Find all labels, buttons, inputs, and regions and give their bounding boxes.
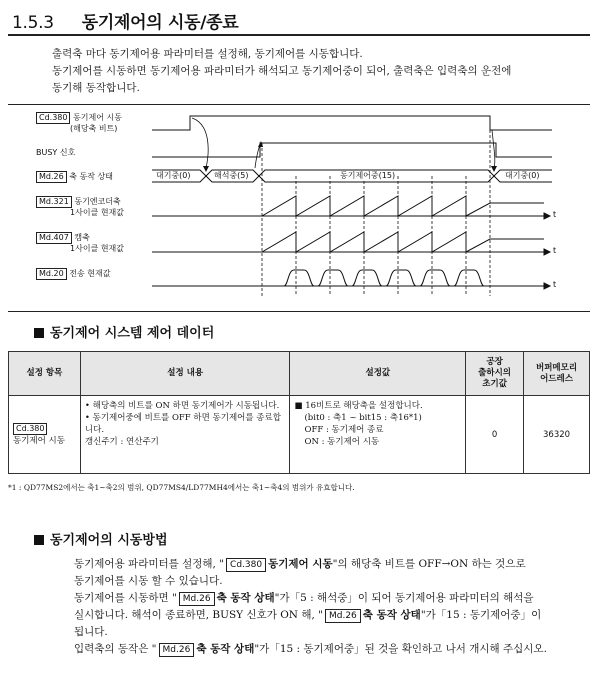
text-run-bold: 축 동작 상태 xyxy=(216,592,275,604)
signal-tag: Cd.380 xyxy=(36,112,70,124)
cd380-waveform xyxy=(152,116,552,130)
time-label: t xyxy=(553,246,557,255)
signal-label-2: 1사이클 현재값 xyxy=(70,208,125,217)
control-data-table xyxy=(8,351,590,474)
state-analyzing: 해석중(5) xyxy=(214,171,249,180)
text-run: "의 해당축 비트를 OFF→ON 하는 것으로 xyxy=(332,558,526,570)
method-line-3 xyxy=(74,590,590,607)
text-run: "가「15 : 동기제어중」이 xyxy=(420,609,542,621)
text-run: 입력축의 동작은 " xyxy=(74,643,157,655)
signal-tag: Md.321 xyxy=(36,196,72,208)
method-line-1 xyxy=(74,556,590,573)
table-section-title-text: 동기제어 시스템 제어 데이터 xyxy=(50,326,215,341)
cell-content xyxy=(80,396,290,474)
time-label: t xyxy=(553,280,557,289)
signal-label: 동기엔코더축 xyxy=(74,197,121,206)
signal-label: 전송 현재값 xyxy=(69,269,111,278)
arrow-start-to-analyzing xyxy=(192,118,208,168)
signal-tag: Md.407 xyxy=(36,232,72,244)
arrow-stop-to-standby xyxy=(492,130,495,168)
method-section-title xyxy=(34,529,168,548)
cell-address: 36320 xyxy=(524,396,590,474)
arrow-md407 xyxy=(544,249,550,255)
text-run: 동기제어용 파라미터를 설정해, " xyxy=(74,558,225,570)
intro-line-3: 동기해 동작합니다. xyxy=(52,82,140,94)
signal-tag: Md.26 xyxy=(36,171,67,183)
method-line-4 xyxy=(74,607,590,624)
cell-value xyxy=(290,396,466,474)
state-standby-2: 대기중(0) xyxy=(505,171,540,180)
signal-label-2: (해당축 비트) xyxy=(70,124,118,133)
md-tag: Md.26 xyxy=(159,643,195,657)
intro-line-1: 출력축 마다 동기제어용 파라미터를 설정해, 동기제어를 시동합니다. xyxy=(52,48,363,60)
value-line: ON : 동기제어 시동 xyxy=(304,437,380,447)
md-tag: Cd.380 xyxy=(226,558,266,572)
item-tag: Cd.380 xyxy=(13,423,47,435)
content-line: • 동기제어중에 비트를 OFF 하면 동기제어를 종료합니다. xyxy=(84,413,281,435)
text-run: 동기제어를 시동하면 " xyxy=(74,592,177,604)
signal-label-2: 1사이클 현재값 xyxy=(70,244,125,253)
value-line: (bit0 : 축1 ~ bit15 : 축16*1) xyxy=(304,413,422,423)
table-footnote: *1 : QD77MS2에서는 축1~축2의 범위, QD77MS4/LD77MH4에서는 축1~축4의 범위가 유효합니다. xyxy=(8,483,355,492)
method-line-6 xyxy=(74,641,590,658)
cell-item xyxy=(9,396,81,474)
signal-label: 축 동작 상태 xyxy=(69,172,113,181)
square-bullet-icon xyxy=(34,535,44,545)
intro-line-2: 동기제어를 시동하면 동기제어용 파라미터가 해석되고 동기제어중이 되어, 출력축은 입력축의 운전에 xyxy=(52,65,512,77)
value-line: OFF : 동기제어 종료 xyxy=(304,425,384,435)
md-tag: Md.26 xyxy=(325,609,361,623)
signal-tag: Md.20 xyxy=(36,268,67,280)
square-bullet-icon xyxy=(34,328,44,338)
text-run-bold: 축 동작 상태 xyxy=(196,643,255,655)
header-content: 설정 내용 xyxy=(80,352,290,396)
timing-waveforms xyxy=(0,0,598,320)
signal-label: 동기제어 시동 xyxy=(73,113,122,122)
value-title: ■ 16비트로 해당축을 설정합니다. xyxy=(294,401,423,411)
item-label: 동기제어 시동 xyxy=(13,435,65,446)
text-run: "가「15 : 동기제어중」된 것을 확인하고 나서 개시해 주십시오. xyxy=(254,643,547,655)
table-row xyxy=(9,396,590,474)
arrowhead-down xyxy=(203,166,209,172)
section-title: 동기제어의 시동/종료 xyxy=(81,13,239,33)
method-line-2: 동기제어를 시동 할 수 있습니다. xyxy=(74,575,223,587)
text-run: "가「5 : 해석중」이 되어 동기제어용 파라미터의 해석을 xyxy=(274,592,534,604)
time-label: t xyxy=(553,210,557,219)
header-value: 설정값 xyxy=(290,352,466,396)
text-run: 실시합니다. 해석이 종료하면, BUSY 신호가 ON 해, " xyxy=(74,609,323,621)
text-run-bold: 축 동작 상태 xyxy=(362,609,421,621)
arrow-md20 xyxy=(544,283,550,289)
method-line-5: 됩니다. xyxy=(74,626,108,638)
busy-waveform xyxy=(152,143,552,157)
text-run-bold: 동기제어 시동 xyxy=(268,558,333,570)
method-section-title-text: 동기제어의 시동방법 xyxy=(50,533,168,548)
state-sync-control: 동기제어중(15) xyxy=(340,171,396,180)
md321-sawtooth xyxy=(152,196,544,216)
state-standby-1: 대기중(0) xyxy=(156,171,191,180)
content-line: • 해당축의 비트를 ON 하면 동기제어가 시동됩니다. xyxy=(84,401,280,411)
header-address: 버퍼메모리 어드레스 xyxy=(524,352,590,396)
signal-label: BUSY 신호 xyxy=(36,148,76,157)
md20-cam-profile xyxy=(152,270,544,286)
md-tag: Md.26 xyxy=(179,592,215,606)
header-item: 설정 항목 xyxy=(9,352,81,396)
refresh-cycle: 갱신주기 : 연산주기 xyxy=(84,437,159,447)
signal-label: 캠축 xyxy=(74,233,90,242)
table-header-row xyxy=(9,352,590,396)
md407-sawtooth xyxy=(152,232,544,252)
arrow-md321 xyxy=(544,213,550,219)
header-initial: 공장 출하시의 초기값 xyxy=(466,352,524,396)
method-paragraph xyxy=(74,556,590,658)
arrowhead-down xyxy=(491,166,497,172)
cell-initial: 0 xyxy=(466,396,524,474)
section-number: 1.5.3 xyxy=(12,13,54,33)
table-section-title xyxy=(34,322,214,341)
